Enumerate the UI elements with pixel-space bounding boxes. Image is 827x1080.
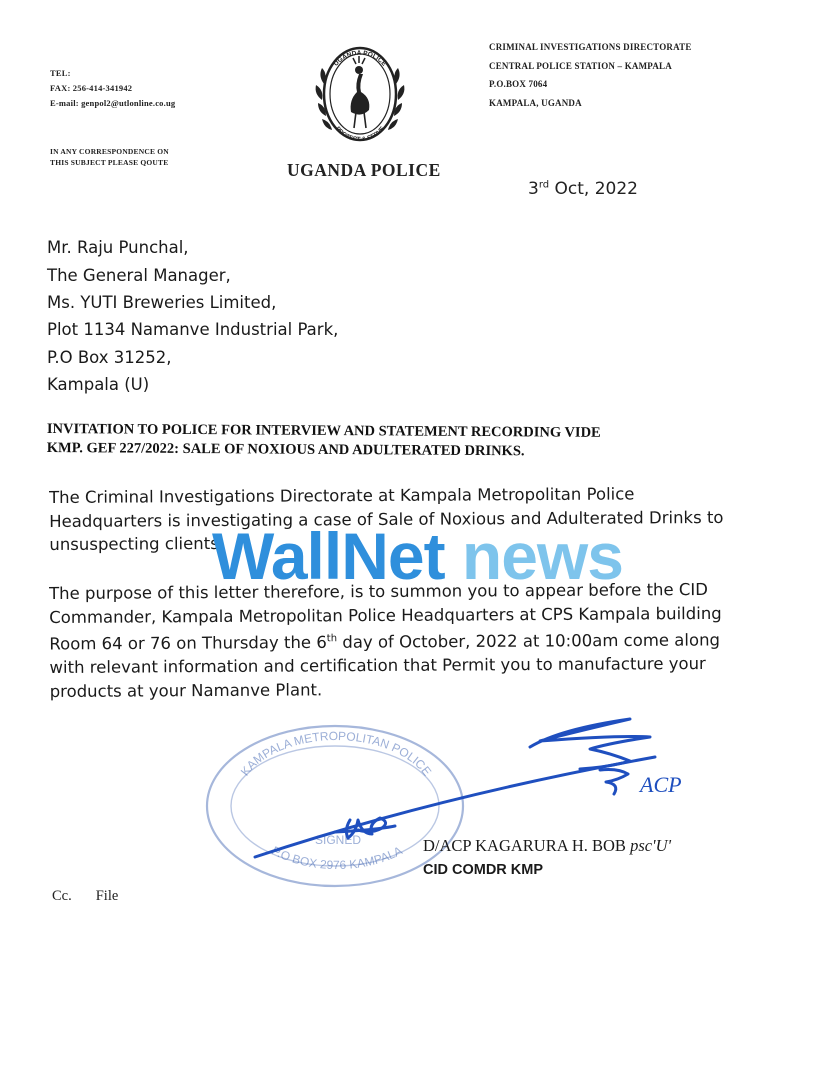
- subject-line: KMP. GEF 227/2022: SALE OF NOXIOUS AND ADULTERATED DRINKS.: [46, 439, 525, 460]
- directorate-line: CENTRAL POLICE STATION – KAMPALA: [489, 60, 672, 71]
- email-line: E-mail: genpol2@utlonline.co.ug: [50, 98, 176, 108]
- cc-line: [52, 888, 118, 905]
- svg-text:UGANDA POLICE: [333, 50, 388, 68]
- correspondence-note: [50, 146, 169, 168]
- body-paragraph-1: The Criminal Investigations Directorate at Kampala Metropolitan Police Headquarters is investigating a case of Sale of Noxious and Adulterated Drinks to unsuspecting clients.: [49, 484, 724, 554]
- directorate-line: CRIMINAL INVESTIGATIONS DIRECTORATE: [489, 42, 692, 52]
- body-paragraph-2: [49, 578, 750, 703]
- recipient-line: Plot 1134 Namanve Industrial Park,: [47, 320, 339, 339]
- paragraph-2-text-end: day of October, 2022 at 10:00am come along with relevant information and certification that Permit you to manufacture your products at your Namanve Plant.: [49, 630, 721, 701]
- paragraph-2-text: The purpose of this letter therefore, is to summon you to appear before the CID Commander, Kampala Metropolitan Police Headquarters at CPS Kampala building Room 64 or 76 on Thursday the 6: [49, 579, 722, 654]
- correspondence-note-line: IN ANY CORRESPONDENCE ON: [50, 147, 169, 156]
- stamp-middle-text: SIGNED: [314, 833, 362, 847]
- date-day: 3: [528, 179, 539, 199]
- watermark-part-2: news: [444, 519, 623, 593]
- stamp-top-text: KAMPALA METROPOLITAN POLICE: [237, 728, 435, 779]
- organization-title: UGANDA POLICE: [287, 160, 441, 180]
- recipient-line: Kampala (U): [47, 375, 150, 394]
- letter-date: [528, 179, 638, 199]
- directorate-line: P.O.BOX 7064: [489, 79, 548, 89]
- correspondence-note-line: THIS SUBJECT PLEASE QOUTE: [50, 158, 169, 167]
- signatory-name-text: D/ACP KAGARURA H. BOB: [423, 836, 626, 855]
- crest-motto: PROTECT & SERVE: [334, 126, 386, 144]
- date-suffix: rd: [538, 179, 550, 191]
- date-rest: Oct, 2022: [549, 179, 638, 199]
- subject-heading: [47, 420, 747, 463]
- subject-line: INVITATION TO POLICE FOR INTERVIEW AND STATEMENT RECORDING VIDE: [46, 420, 601, 441]
- tel-line: TEL:: [50, 68, 71, 78]
- crest-top-text: UGANDA POLICE: [332, 49, 388, 68]
- fax-line: FAX: 256-414-341942: [50, 83, 133, 93]
- signature-text: ACP: [640, 772, 682, 797]
- paragraph-2-sup: th: [326, 633, 338, 645]
- watermark: [212, 519, 623, 593]
- directorate-line: KAMPALA, UGANDA: [489, 97, 582, 108]
- recipient-line: The General Manager,: [47, 266, 231, 285]
- contact-block: [50, 66, 175, 111]
- signatory-qualification: psc'U': [630, 836, 672, 855]
- watermark-part-1: WallNet: [212, 519, 445, 593]
- stamp-bottom-text: P.O BOX 2976 KAMPALA: [269, 843, 405, 873]
- recipient-line: Ms. YUTI Breweries Limited,: [47, 293, 277, 312]
- cc-label: Cc.: [52, 888, 72, 904]
- recipient-line: P.O Box 31252,: [47, 348, 172, 367]
- signatory-name: [423, 836, 671, 856]
- directorate-address: [489, 38, 692, 112]
- cc-value: File: [95, 888, 119, 904]
- signatory-title: CID COMDR KMP: [423, 862, 544, 878]
- police-crest-icon: [312, 34, 408, 156]
- recipient-line: Mr. Raju Punchal,: [47, 238, 189, 257]
